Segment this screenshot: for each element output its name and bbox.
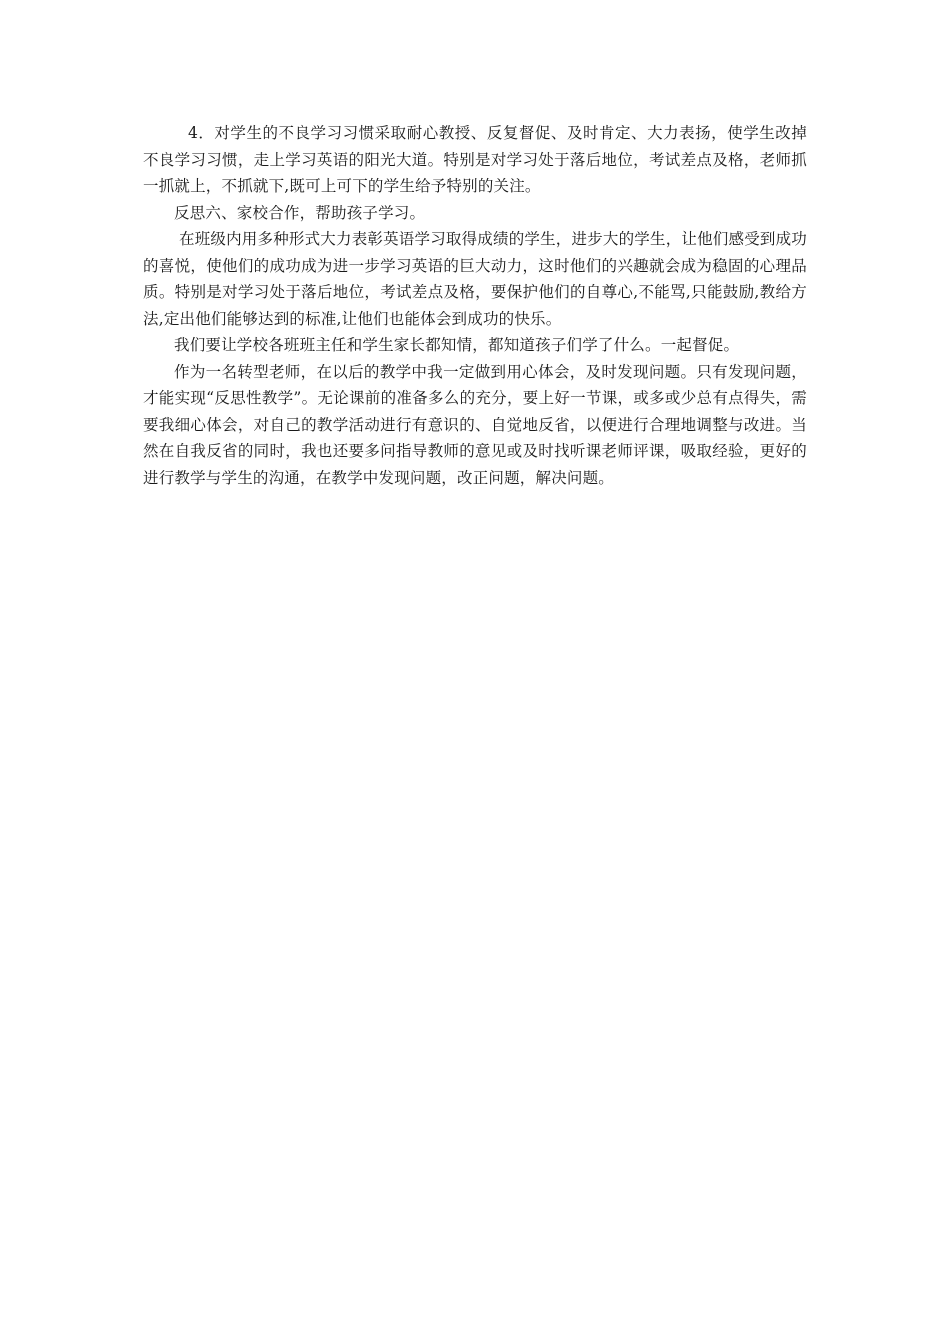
- paragraph-reflective-teaching: 作为一名转型老师，在以后的教学中我一定做到用心体会，及时发现问题。只有发现问题，才能实现“反思性教学”。无论课前的准备多么的充分，要上好一节课，或多或少总有点得失，需要我细心体会，对自己的教学活动进行有意识的、自觉地反省，以便进行合理地调整与改进。当然在自我反省的同时，我也还要多问指导教师的意见或及时找听课老师评课，吸取经验，更好的进行教学与学生的沟通，在教学中发现问题，改正问题，解决问题。: [143, 362, 807, 487]
- paragraph-praise-students: 在班级内用多种形式大力表彰英语学习取得成绩的学生，进步大的学生，让他们感受到成功的喜悦，使他们的成功成为进一步学习英语的巨大动力，这时他们的兴趣就会成为稳固的心理品质。特别是对学习处于落后地位，考试差点及格，要保护他们的自尊心,不能骂,只能鼓励,教给方法,定出他们能够达到的标准,让他们也能体会到成功的快乐。: [143, 230, 808, 328]
- paragraph-heading-reflection-six: 反思六、家校合作，帮助孩子学习。: [174, 203, 426, 222]
- paragraph-habit-correction: 4．对学生的不良学习习惯采取耐心教授、反复督促、及时肯定、大力表扬，使学生改掉不良学习习惯，走上学习英语的阳光大道。特别是对学习处于落后地位，考试差点及格，老师抓一抓就上，不抓就下,既可上可下的学生给予特别的关注。: [143, 124, 807, 195]
- paragraph-inform-parents: 我们要让学校各班班主任和学生家长都知情，都知道孩子们学了什么。一起督促。: [174, 336, 740, 354]
- document-body: [143, 120, 807, 491]
